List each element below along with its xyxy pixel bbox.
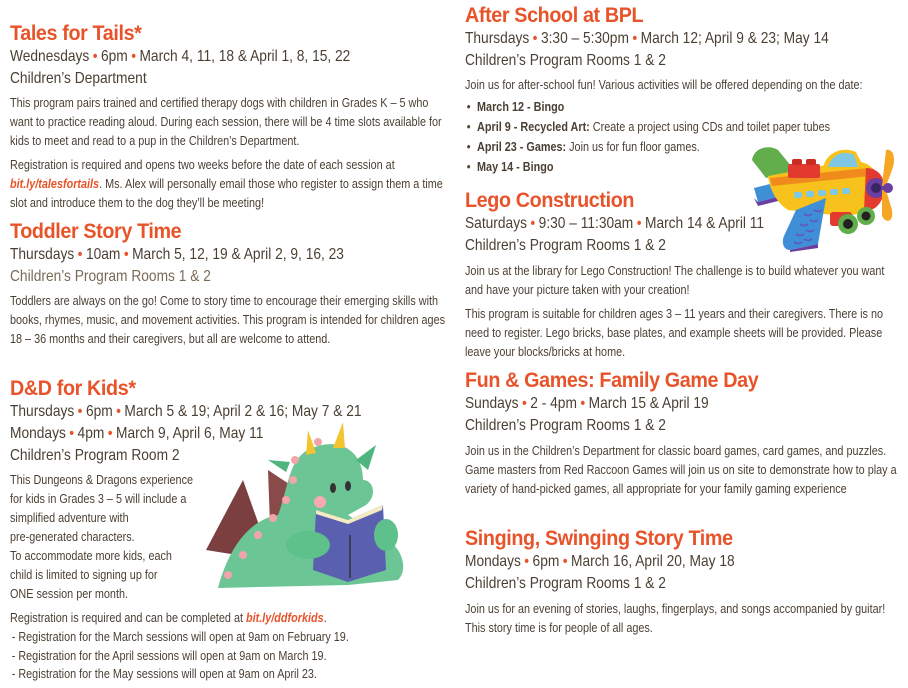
registration-info: [10, 609, 449, 684]
program-location: Children’s Program Rooms 1 & 2: [465, 52, 666, 69]
program-title: Tales for Tails*: [10, 22, 142, 45]
bullet-dot-icon: •: [524, 553, 530, 570]
schedule-day: Thursdays: [465, 30, 530, 47]
program-title: D&D for Kids*: [10, 377, 136, 400]
registration-date-item: - Registration for the March sessions will open at 9am on February 19.: [11, 630, 349, 644]
schedule-dates: March 15 & April 19: [588, 395, 709, 412]
schedule-day: Wednesdays: [10, 48, 90, 65]
schedule-time: 9:30 – 11:30am: [538, 215, 634, 232]
schedule-dates: March 5 & 19; April 2 & 16; May 7 & 21: [124, 403, 362, 420]
schedule-day: Thursdays: [10, 246, 75, 263]
registration-paragraph: [10, 609, 449, 628]
schedule-day: Mondays: [465, 553, 521, 570]
description-paragraph: Join us in the Children’s Department for classic board games, card games, and puzzles. Game masters from Red Raccoon Games will join us on site to demonstrate how to play a variety of hand-picked games, all appropriate for your family gaming experience: [465, 444, 897, 496]
program-description: [465, 600, 899, 638]
schedule-time: 3:30 – 5:30pm: [540, 30, 629, 47]
bullet-dot-icon: •: [116, 403, 121, 420]
schedule-time: 6pm: [532, 553, 560, 570]
activity-detail: Join us for fun floor games.: [566, 140, 700, 154]
schedule-dates: March 5, 12, 19 & April 2, 9, 16, 23: [132, 246, 344, 263]
program-singing-story-time: [465, 527, 900, 643]
activity-detail: Create a project using CDs and toilet paper tubes: [589, 120, 831, 134]
activity-item: [465, 117, 899, 137]
schedule-time: 6pm: [100, 48, 128, 65]
program-tales-for-tails: [10, 22, 450, 218]
program-family-game-day: [465, 369, 900, 504]
program-schedule: [10, 46, 388, 68]
registration-text: . Ms. Alex will personally email those who register to assign them a time slot and introduce them to the dog they’ll be meeting!: [10, 177, 443, 210]
activity-label: April 9 - Recycled Art:: [477, 120, 590, 134]
description-paragraph: Join us for an evening of stories, laughs, fingerplays, and songs accompanied by guitar! This story time is for people of all ages.: [465, 602, 886, 635]
registration-text: Registration is required and opens two weeks before the date of each session at: [10, 158, 395, 172]
description-paragraph: This program pairs trained and certified therapy dogs with children in Grades K – 5 who want to practice reading aloud. During each session, there will be 4 time slots available for kids to meet and read to a pup in the Children’s Department.: [10, 96, 442, 148]
bullet-dot-icon: •: [530, 215, 536, 232]
registration-text: Registration is required and can be completed at: [10, 611, 247, 625]
schedule-dates: March 4, 11, 18 & April 1, 8, 15, 22: [139, 48, 351, 65]
registration-date-item: - Registration for the May sessions will open at 9am on April 23.: [11, 667, 317, 681]
program-location: Children’s Program Rooms 1 & 2: [10, 268, 211, 285]
bullet-dot-icon: •: [131, 48, 137, 65]
bullet-dot-icon: •: [532, 30, 538, 47]
schedule-dates: March 14 & April 11: [644, 215, 765, 232]
bullet-dot-icon: •: [92, 48, 98, 65]
description-paragraph: This program is suitable for children ages 3 – 11 years and their caregivers. There is no need to register. Lego bricks, base plates, and example sheets will be provided. Please leave your blocks/bricks at home.: [465, 307, 884, 359]
schedule-day: Saturdays: [465, 215, 527, 232]
registration-link[interactable]: bit.ly/ddforkids: [246, 611, 324, 625]
description-paragraph: Join us at the library for Lego Construction! The challenge is to build whatever you want and have your picture taken with your creation!: [465, 264, 885, 297]
program-location: Children’s Department: [10, 70, 147, 87]
description-paragraph: Toddlers are always on the go! Come to story time to encourage their emerging skills with books, rhymes, music, and movement activities. This program is intended for children ages 18 – 36 months and their caregivers, but all are welcome to attend.: [10, 294, 446, 346]
description-line: To accommodate more kids, each: [10, 549, 172, 563]
bullet-dot-icon: •: [107, 425, 113, 442]
program-schedule: [465, 28, 839, 50]
program-title: Lego Construction: [465, 189, 635, 212]
description-paragraph: Join us for after-school fun! Various activities will be offered depending on the date:: [465, 78, 863, 92]
schedule-time: 6pm: [85, 403, 113, 420]
description-line: This Dungeons & Dragons experience: [10, 473, 194, 487]
registration-date-item: - Registration for the April sessions will open at 9am on March 19.: [11, 648, 327, 663]
activity-label: May 14 - Bingo: [477, 160, 554, 174]
registration-text: .: [323, 611, 327, 625]
program-location: Children’s Program Rooms 1 & 2: [465, 417, 666, 434]
registration-link[interactable]: bit.ly/talesfortails: [10, 177, 100, 191]
schedule-time: 2 - 4pm: [530, 395, 577, 412]
program-description: [10, 471, 199, 604]
program-schedule: [465, 393, 839, 415]
activity-label: April 23 - Games:: [477, 140, 567, 154]
bullet-dot-icon: •: [521, 395, 527, 412]
bullet-dot-icon: •: [69, 425, 75, 442]
activity-item: [465, 97, 899, 117]
schedule-day: Sundays: [465, 395, 519, 412]
program-location: Children’s Program Room 2: [10, 447, 180, 464]
program-title: Fun & Games: Family Game Day: [465, 369, 759, 392]
registration-paragraph: [10, 156, 449, 213]
program-toddler-story-time: [10, 220, 450, 354]
schedule-dates: March 16, April 20, May 18: [571, 553, 735, 570]
program-description: [10, 292, 449, 349]
description-line: ONE session per month.: [10, 587, 128, 601]
toy-airplane-icon: [748, 140, 900, 252]
program-title: Singing, Swinging Story Time: [465, 527, 733, 550]
bullet-dot-icon: •: [632, 30, 638, 47]
bullet-dot-icon: •: [636, 215, 642, 232]
schedule-dates: March 9, April 6, May 11: [116, 425, 264, 442]
schedule-time: 4pm: [77, 425, 105, 442]
program-location: Children’s Program Rooms 1 & 2: [465, 575, 666, 592]
bullet-dot-icon: •: [77, 403, 83, 420]
bullet-dot-icon: •: [77, 246, 83, 263]
description-line: for kids in Grades 3 – 5 will include a: [10, 492, 187, 506]
schedule-dates: March 12; April 9 & 23; May 14: [640, 30, 829, 47]
bullet-dot-icon: •: [580, 395, 586, 412]
program-title: Toddler Story Time: [10, 220, 182, 243]
description-line: child is limited to signing up for: [10, 568, 158, 582]
bullet-dot-icon: •: [123, 246, 129, 263]
program-description: [465, 442, 899, 499]
program-title: After School at BPL: [465, 4, 644, 27]
program-description: [465, 262, 899, 362]
bullet-dot-icon: •: [562, 553, 568, 570]
description-line: pre-generated characters.: [10, 530, 135, 544]
program-location: Children’s Program Rooms 1 & 2: [465, 237, 666, 254]
program-description: [10, 94, 449, 213]
registration-dates-list: [10, 628, 449, 684]
program-schedule: [465, 551, 839, 573]
schedule-time: 10am: [85, 246, 121, 263]
program-schedule: [10, 244, 388, 266]
schedule-day: Thursdays: [10, 403, 75, 420]
activity-label: March 12 - Bingo: [477, 100, 565, 114]
description-line: simplified adventure with: [10, 511, 129, 525]
dragon-reading-book-icon: [198, 420, 413, 590]
schedule-day: Mondays: [10, 425, 66, 442]
